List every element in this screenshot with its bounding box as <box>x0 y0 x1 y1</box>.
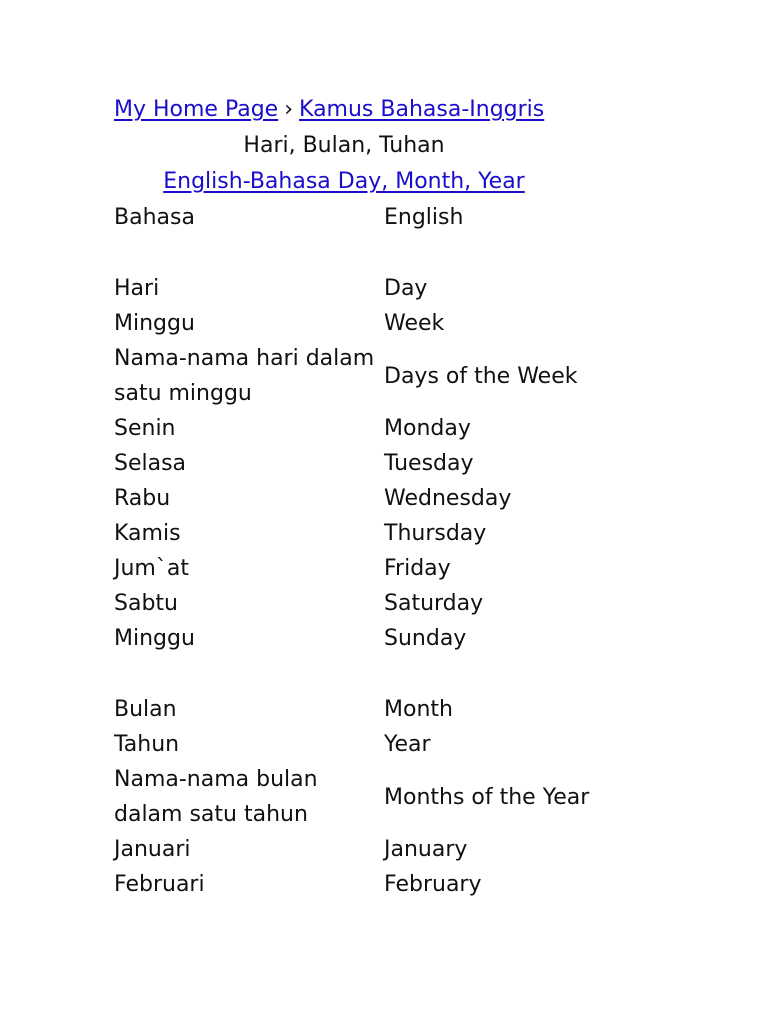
bahasa-cell: Bulan <box>114 697 177 722</box>
bahasa-cell: Nama-nama hari dalam satu minggu <box>114 346 375 406</box>
bahasa-cell: Jum`at <box>114 556 189 581</box>
spacer-row <box>114 656 634 692</box>
bahasa-cell: Senin <box>114 416 176 441</box>
table-row <box>114 341 634 411</box>
table-header-row <box>114 200 634 235</box>
table-row <box>114 306 634 341</box>
table-row <box>114 411 634 446</box>
english-cell: Tuesday <box>384 451 474 476</box>
home-page-link[interactable]: My Home Page <box>114 97 279 122</box>
table-row <box>114 481 634 516</box>
english-cell: Day <box>384 276 428 301</box>
spacer-row <box>114 235 634 271</box>
document-page <box>114 92 634 902</box>
english-cell: Saturday <box>384 591 484 616</box>
bahasa-cell: Januari <box>114 837 191 862</box>
english-cell: January <box>384 837 468 862</box>
bahasa-cell: Hari <box>114 276 160 301</box>
english-cell: Sunday <box>384 626 467 651</box>
kamus-link[interactable]: Kamus Bahasa-Inggris <box>299 97 545 122</box>
english-cell: Days of the Week <box>384 363 578 389</box>
table-row <box>114 551 634 586</box>
table-row <box>114 516 634 551</box>
table-row <box>114 271 634 306</box>
page-title: Hari, Bulan, Tuhan <box>243 133 445 158</box>
subtitle-link-container <box>114 164 574 200</box>
table-row <box>114 692 634 727</box>
bahasa-cell: Sabtu <box>114 591 178 616</box>
english-cell: Thursday <box>384 521 487 546</box>
table-row <box>114 867 634 902</box>
breadcrumb <box>114 92 634 128</box>
bahasa-cell: Minggu <box>114 626 195 651</box>
english-bahasa-link[interactable]: English-Bahasa Day, Month, Year <box>163 169 525 194</box>
table-row <box>114 621 634 656</box>
bahasa-cell: Tahun <box>114 732 180 757</box>
header-bahasa: Bahasa <box>114 205 195 230</box>
table-row <box>114 446 634 481</box>
english-cell: Month <box>384 697 453 722</box>
table-row <box>114 586 634 621</box>
table-row <box>114 727 634 762</box>
english-cell: Friday <box>384 556 451 581</box>
english-cell: Week <box>384 311 445 336</box>
english-cell: Year <box>384 732 431 757</box>
english-cell: Months of the Year <box>384 784 590 810</box>
bahasa-cell: Minggu <box>114 311 195 336</box>
table-row <box>114 832 634 867</box>
bahasa-cell: Nama-nama bulan dalam satu tahun <box>114 767 318 827</box>
english-cell: February <box>384 872 482 897</box>
bahasa-cell: Februari <box>114 872 205 897</box>
bahasa-cell: Selasa <box>114 451 187 476</box>
bahasa-cell: Kamis <box>114 521 181 546</box>
table-row <box>114 762 634 832</box>
bahasa-cell: Rabu <box>114 486 171 511</box>
vocabulary-table <box>114 200 634 902</box>
english-cell: Monday <box>384 416 471 441</box>
header-english: English <box>384 205 464 230</box>
english-cell: Wednesday <box>384 486 512 511</box>
breadcrumb-separator: › <box>284 97 294 122</box>
